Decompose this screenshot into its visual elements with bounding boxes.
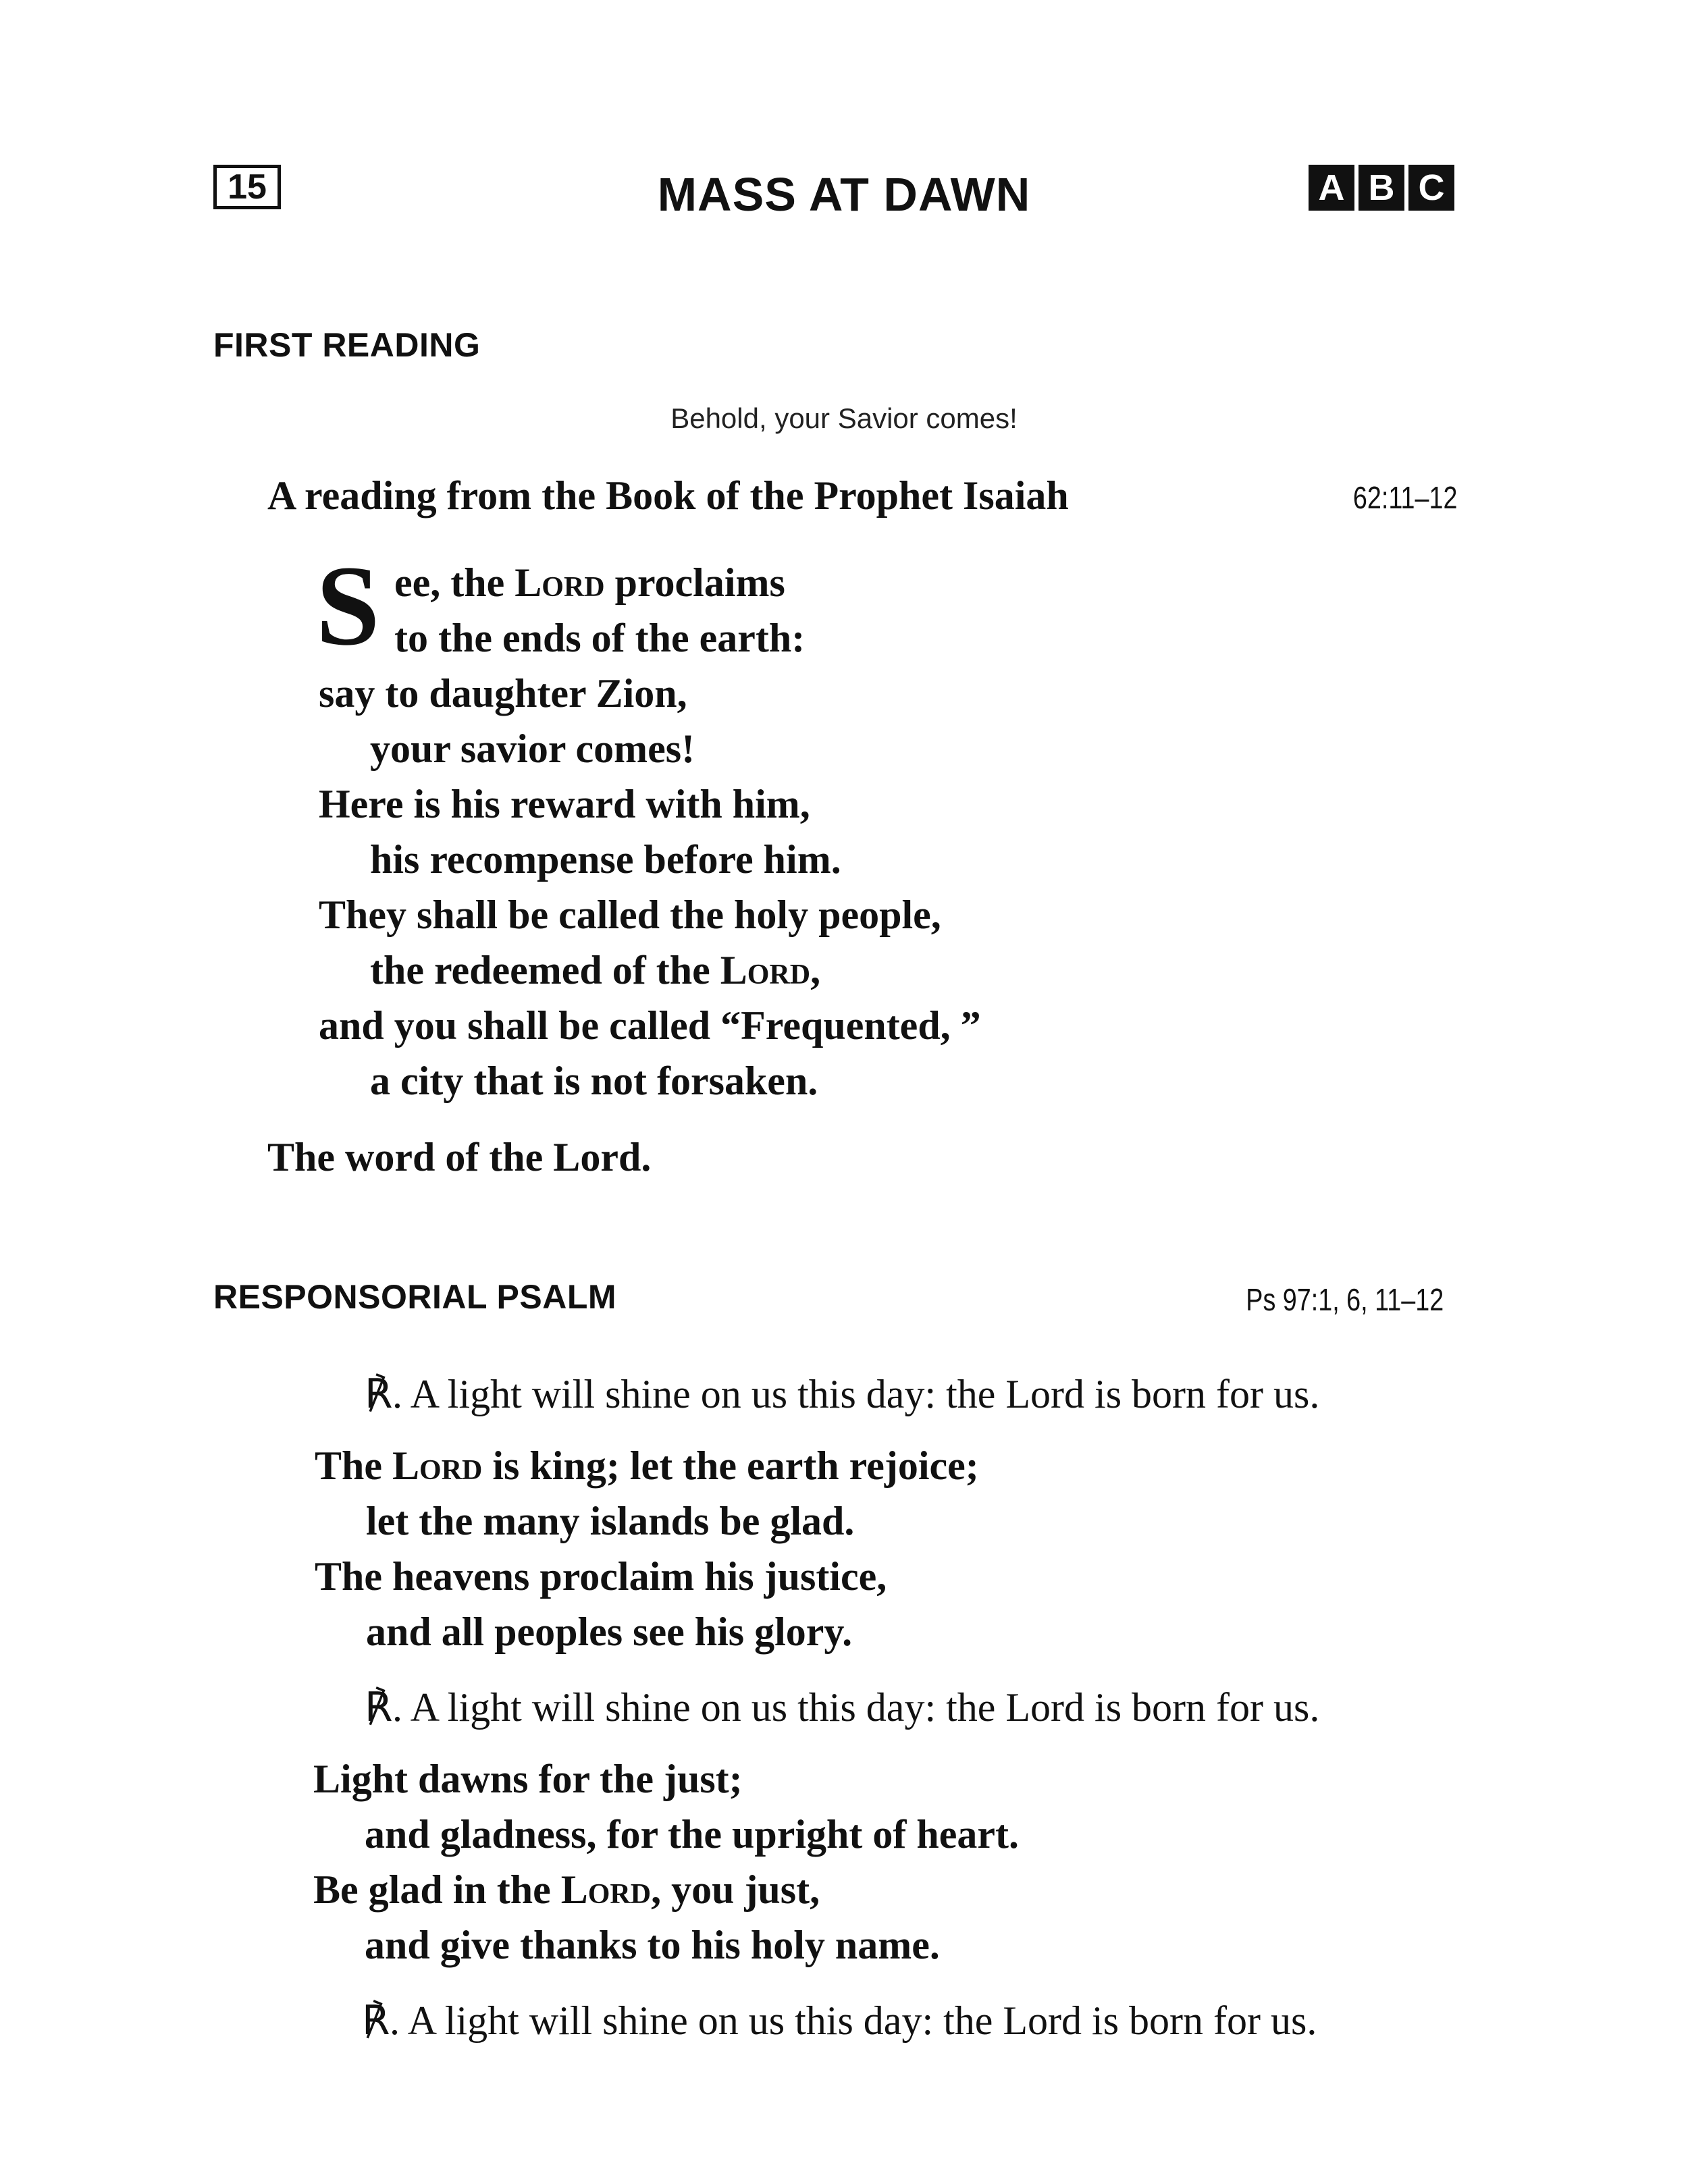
reading-intro: A reading from the Book of the Prophet Isaiah: [267, 473, 1069, 518]
first-reading-heading: FIRST READING: [213, 326, 481, 364]
psalm-heading: RESPONSORIAL PSALM: [213, 1278, 617, 1316]
reading-line: his recompense before him.: [370, 837, 841, 882]
cycle-c-badge: C: [1408, 165, 1454, 211]
reading-line: They shall be called the holy people,: [319, 893, 941, 937]
stanza-line: and all peoples see his glory.: [366, 1609, 853, 1654]
psalm-response: ℟. A light will shine on us this day: the Lord is born for us.: [365, 1372, 1320, 1416]
stanza-line: The Lord is king; let the earth rejoice;: [315, 1443, 979, 1488]
lectionary-number: 15: [213, 165, 281, 209]
reading-line: say to daughter Zion,: [319, 671, 687, 716]
reading-line: a city that is not forsaken.: [370, 1059, 818, 1103]
cycle-a-badge: A: [1309, 165, 1354, 211]
reading-closing: The word of the Lord.: [267, 1135, 652, 1179]
reading-line: to the ends of the earth:: [394, 616, 806, 660]
reading-text: [319, 555, 981, 1109]
psalm-response: ℟. A light will shine on us this day: the Lord is born for us.: [365, 1685, 1320, 1730]
reading-line: and you shall be called “Frequented, ”: [319, 1003, 981, 1048]
first-reading-subtitle: Behold, your Savior comes!: [670, 402, 1018, 434]
reading-line: ee, the Lord proclaims: [394, 560, 785, 605]
reading-line: Here is his reward with him,: [319, 782, 810, 826]
response-symbol: ℟.: [362, 1998, 400, 2043]
first-reading-citation: 62:11–12: [1352, 480, 1457, 515]
psalm-stanza-2: [313, 1751, 1019, 1973]
reading-line: your savior comes!: [370, 726, 695, 771]
drop-cap: S: [316, 542, 380, 669]
stanza-line: The heavens proclaim his justice,: [315, 1554, 887, 1599]
page-title: MASS AT DAWN: [657, 168, 1031, 221]
stanza-line: let the many islands be glad.: [366, 1499, 855, 1543]
cycle-b-badge: B: [1359, 165, 1404, 211]
liturgical-cycles: [1309, 165, 1454, 211]
psalm-stanza-1: [315, 1438, 979, 1659]
reading-line: the redeemed of the Lord,: [370, 948, 821, 992]
stanza-line: Light dawns for the just;: [313, 1757, 743, 1801]
stanza-line: and give thanks to his holy name.: [365, 1923, 940, 1967]
psalm-response: ℟. A light will shine on us this day: the Lord is born for us.: [362, 1998, 1317, 2043]
response-symbol: ℟.: [365, 1685, 403, 1730]
stanza-line: Be glad in the Lord, you just,: [313, 1867, 820, 1912]
psalm-citation: Ps 97:1, 6, 11–12: [1246, 1282, 1444, 1317]
response-symbol: ℟.: [365, 1372, 403, 1416]
stanza-line: and gladness, for the upright of heart.: [365, 1812, 1019, 1857]
